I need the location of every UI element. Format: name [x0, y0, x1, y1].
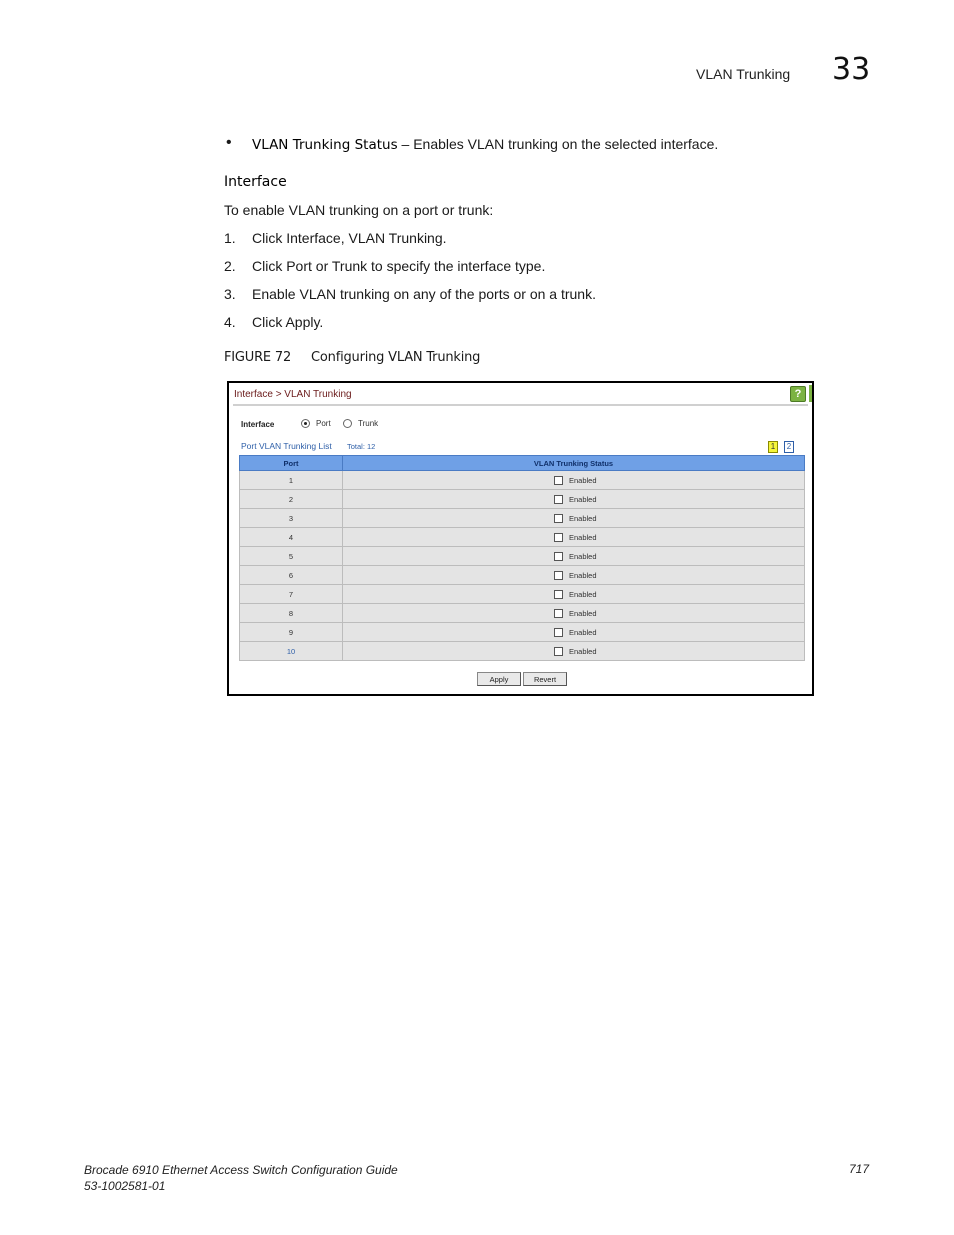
enabled-label: Enabled — [569, 551, 597, 561]
radio-unselected-icon[interactable] — [343, 419, 352, 428]
revert-button[interactable]: Revert — [523, 672, 567, 686]
footer-page-number: 717 — [849, 1162, 870, 1176]
footer-doc-number: 53-1002581-01 — [84, 1179, 166, 1193]
step-text: Click Port or Trunk to specify the interface type. — [252, 258, 546, 274]
step-number: 4. — [224, 314, 236, 330]
enabled-label: Enabled — [569, 570, 597, 580]
enabled-checkbox[interactable] — [554, 571, 563, 580]
enabled-checkbox[interactable] — [554, 647, 563, 656]
apply-button[interactable]: Apply — [477, 672, 521, 686]
table-row — [240, 623, 805, 642]
status-cell — [343, 528, 805, 547]
port-cell: 2 — [240, 490, 343, 509]
radio-trunk[interactable] — [343, 419, 378, 428]
page-link-2[interactable]: 2 — [784, 441, 794, 453]
port-cell: 9 — [240, 623, 343, 642]
port-cell: 3 — [240, 509, 343, 528]
step-text: Click Interface, VLAN Trunking. — [252, 230, 447, 246]
bullet-description: – Enables VLAN trunking on the selected interface. — [397, 136, 719, 152]
port-cell: 5 — [240, 547, 343, 566]
status-cell — [343, 566, 805, 585]
status-cell — [343, 471, 805, 490]
enabled-label: Enabled — [569, 494, 597, 504]
page-link-1[interactable]: 1 — [768, 441, 778, 453]
enabled-checkbox[interactable] — [554, 609, 563, 618]
status-cell — [343, 642, 805, 661]
help-icon-edge — [809, 385, 812, 402]
step-text: Enable VLAN trunking on any of the ports or on a trunk. — [252, 286, 596, 302]
radio-trunk-label: Trunk — [358, 419, 379, 428]
enabled-checkbox[interactable] — [554, 476, 563, 485]
enabled-checkbox[interactable] — [554, 514, 563, 523]
section-heading: Interface — [224, 174, 287, 190]
enabled-checkbox[interactable] — [554, 495, 563, 504]
column-header-port: Port — [240, 456, 343, 471]
table-row — [240, 509, 805, 528]
port-cell: 4 — [240, 528, 343, 547]
table-row — [240, 528, 805, 547]
port-cell: 10 — [240, 642, 343, 661]
table-row — [240, 604, 805, 623]
status-cell — [343, 585, 805, 604]
step-number: 3. — [224, 286, 236, 302]
enabled-checkbox[interactable] — [554, 552, 563, 561]
step-text: Click Apply. — [252, 314, 324, 330]
port-cell: 1 — [240, 471, 343, 490]
figure-label: FIGURE 72 — [224, 350, 292, 365]
figure-caption — [224, 350, 480, 365]
enabled-label: Enabled — [569, 627, 597, 637]
bullet-icon: • — [226, 134, 232, 151]
status-cell — [343, 547, 805, 566]
table-row — [240, 566, 805, 585]
enabled-label: Enabled — [569, 475, 597, 485]
table-row — [240, 471, 805, 490]
table-row — [240, 642, 805, 661]
title-divider — [233, 404, 808, 406]
enabled-checkbox[interactable] — [554, 628, 563, 637]
step-number: 1. — [224, 230, 236, 246]
table-row — [240, 547, 805, 566]
running-header-section: VLAN Trunking — [696, 66, 791, 82]
column-header-status: VLAN Trunking Status — [343, 456, 805, 471]
enabled-label: Enabled — [569, 589, 597, 599]
enabled-label: Enabled — [569, 608, 597, 618]
figure-title: Configuring VLAN Trunking — [311, 350, 481, 365]
status-cell — [343, 604, 805, 623]
bullet-term: VLAN Trunking Status — [252, 137, 398, 153]
intro-text: To enable VLAN trunking on a port or trunk: — [224, 202, 494, 218]
step-number: 2. — [224, 258, 236, 274]
enabled-label: Enabled — [569, 513, 597, 523]
radio-port[interactable] — [301, 419, 331, 428]
list-total: Total: 12 — [347, 442, 376, 451]
status-cell — [343, 623, 805, 642]
enabled-label: Enabled — [569, 646, 597, 656]
chapter-number: 33 — [832, 52, 871, 87]
table-header-row — [240, 456, 805, 471]
enabled-checkbox[interactable] — [554, 533, 563, 542]
port-cell: 6 — [240, 566, 343, 585]
interface-label: Interface — [241, 420, 275, 429]
list-title: Port VLAN Trunking List — [241, 441, 332, 451]
table-row — [240, 585, 805, 604]
footer-doc-info — [84, 1162, 398, 1194]
help-icon[interactable]: ? — [790, 386, 806, 402]
breadcrumb: Interface > VLAN Trunking — [234, 389, 352, 400]
radio-selected-icon[interactable] — [301, 419, 310, 428]
status-cell — [343, 509, 805, 528]
enabled-checkbox[interactable] — [554, 590, 563, 599]
port-cell: 8 — [240, 604, 343, 623]
radio-port-label: Port — [316, 419, 331, 428]
footer-doc-title: Brocade 6910 Ethernet Access Switch Configuration Guide — [84, 1163, 398, 1177]
bullet-item — [252, 136, 718, 153]
port-cell: 7 — [240, 585, 343, 604]
status-cell — [343, 490, 805, 509]
vlan-trunking-table — [239, 455, 805, 661]
vlan-trunking-screenshot — [227, 381, 814, 696]
table-row — [240, 490, 805, 509]
enabled-label: Enabled — [569, 532, 597, 542]
